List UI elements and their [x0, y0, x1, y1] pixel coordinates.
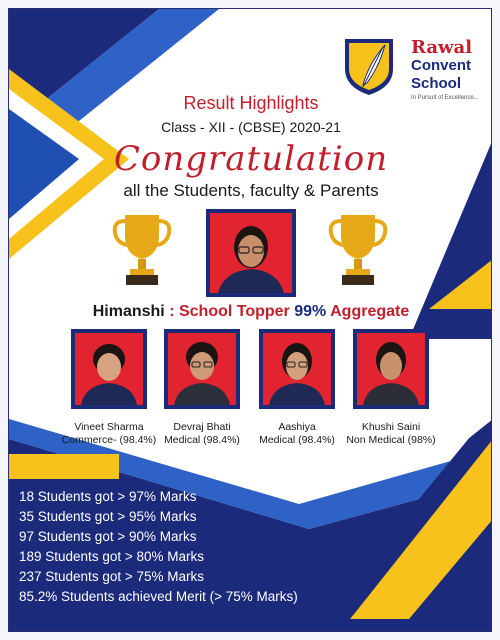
logo-tagline: In Pursuit of Excellence... — [411, 95, 479, 101]
congrats-subtitle: all the Students, faculty & Parents — [123, 181, 379, 200]
stat-line: 97 Students got > 90% Marks — [19, 529, 197, 544]
poster — [8, 8, 492, 632]
student-stream: Medical (98.4%) — [164, 434, 240, 446]
stat-line: 237 Students got > 75% Marks — [19, 569, 204, 584]
student-photo-1 — [71, 329, 147, 409]
topper-separator: : — [164, 303, 179, 320]
class-line: Class - XII - (CBSE) 2020-21 — [161, 119, 341, 135]
student-stream: Medical (98.4%) — [259, 434, 335, 446]
student-stream: Non Medical (98%) — [346, 434, 436, 446]
student-photo-2 — [164, 329, 240, 409]
congratulation-text: Congratulation — [113, 139, 389, 179]
stats-list — [19, 487, 298, 607]
topper-name: Himanshi — [92, 303, 165, 320]
stat-line: 85.2% Students achieved Merit (> 75% Marks) — [19, 589, 298, 604]
logo-line-3: School — [411, 75, 462, 92]
student-stream: Commerce- (98.4%) — [61, 434, 157, 446]
stat-line: 18 Students got > 97% Marks — [19, 489, 197, 504]
student-caption-4 — [336, 421, 446, 447]
topper-title: School Topper — [178, 303, 290, 320]
trophy-icon-right — [327, 211, 389, 289]
trophy-icon-left — [111, 211, 173, 289]
topper-photo — [206, 209, 296, 297]
student-name: Vineet Sharma — [74, 421, 144, 433]
student-name: Aashiya — [278, 421, 316, 433]
result-highlights-title: Result Highlights — [183, 93, 319, 113]
student-name: Devraj Bhati — [173, 421, 231, 433]
student-photo-4 — [353, 329, 429, 409]
topper-percent: 99% — [294, 303, 327, 320]
topper-line — [9, 303, 492, 321]
topper-aggregate: Aggregate — [330, 303, 410, 320]
student-name: Khushi Saini — [361, 421, 421, 433]
stat-line: 189 Students got > 80% Marks — [19, 549, 204, 564]
logo-line-2: Convent — [411, 57, 471, 74]
logo-line-1: Rawal — [411, 37, 473, 58]
stat-line: 35 Students got > 95% Marks — [19, 509, 197, 524]
student-photo-3 — [259, 329, 335, 409]
student-caption-2 — [147, 421, 257, 447]
shield-quill-icon — [339, 35, 399, 97]
